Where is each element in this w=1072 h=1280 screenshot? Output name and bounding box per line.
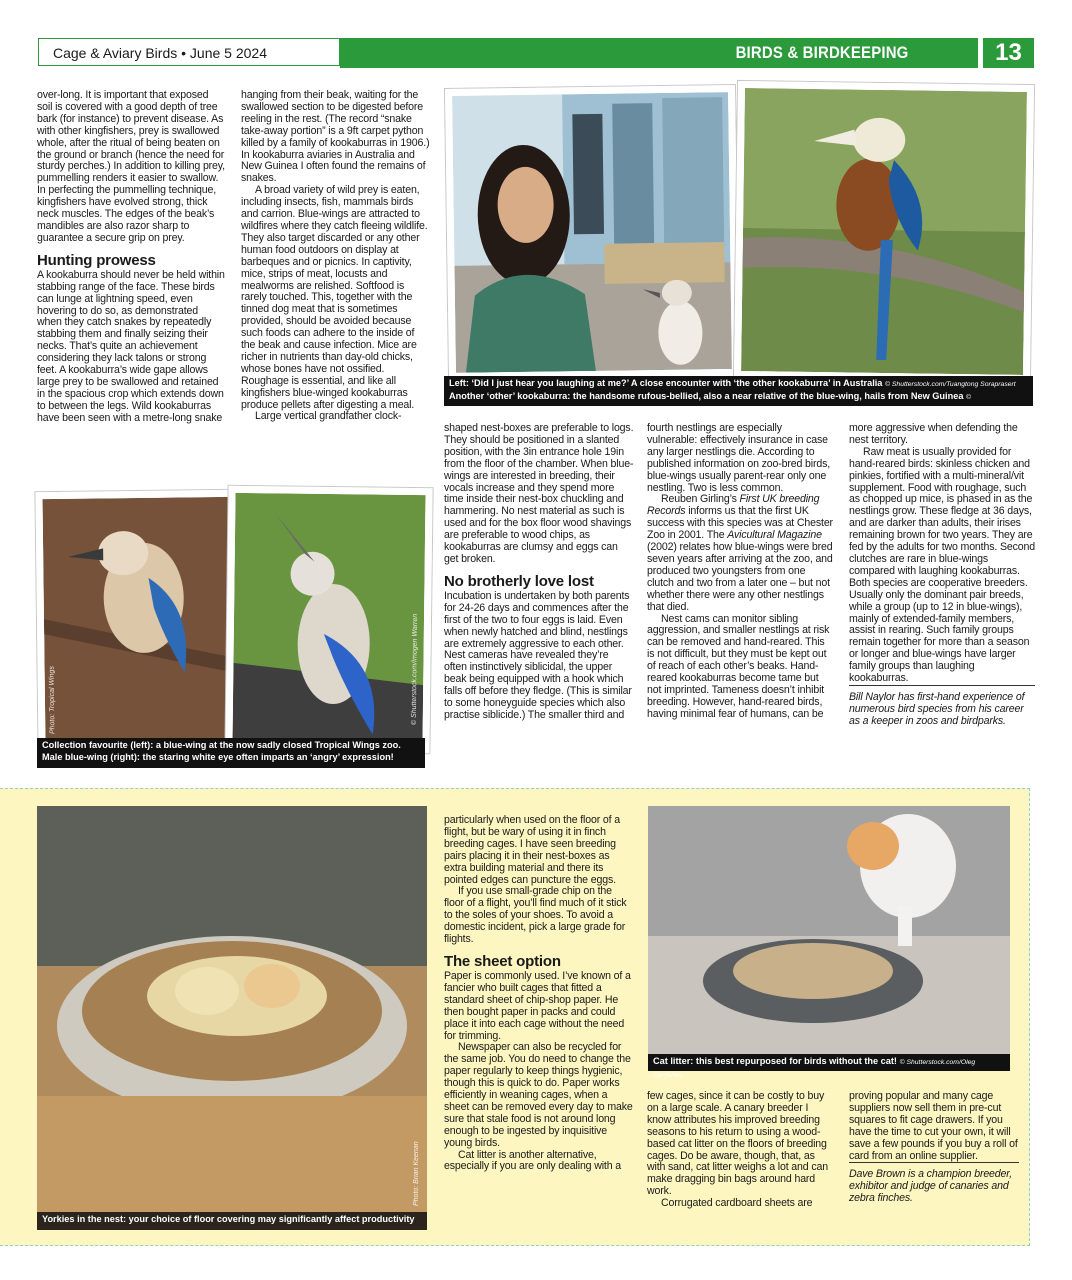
paragraph: over-long. It is important that exposed soil is covered with a good depth of tree bark (for instance) to prevent disease. As with other kingfishers, prey is swallowed whole, after the ritual of being beaten on the ground or branch (hence the need for sturdy perches.) In addition to killing prey, pummelling renders it easier to swallow. In perfecting the pummelling technique, kingfishers have evolved strong, thick neck muscles. The edges of the beak’s mandibles are also razor sharp to guarantee a secure grip on prey. bbox=[37, 89, 225, 244]
photo-credit-vertical: © Shutterstock.com/Imogen Warren bbox=[410, 613, 420, 726]
paragraph: Cat litter is another alternative, especially if you are only dealing with a bbox=[444, 1148, 621, 1173]
paragraph: Newspaper can also be recycled for the same job. You do need to change the paper regularly to keep things hygienic, though this is quick to do. Paper works efficiently in weaning cages, when a sheet can be removed every day to make sure that stale food is not around long enough to be ingested by inquisitive young birds. bbox=[444, 1041, 633, 1149]
photo-credit-vertical: Photo: Tropical Wings bbox=[48, 666, 57, 735]
nest-illustration bbox=[37, 806, 427, 1230]
photo-woman-kookaburra bbox=[445, 85, 739, 380]
photo-cat-litter bbox=[648, 806, 1010, 1054]
author-bio: Dave Brown is a champion breeder, exhibitor and judge of canaries and zebra finches. bbox=[849, 1162, 1019, 1205]
paragraph: particularly when used on the floor of a flight, but be wary of using it in finch breeding cages. I have seen breeding pairs placing it in their nest-boxes as extra building material and there its pointed edges can puncture the eggs. bbox=[444, 814, 620, 886]
section-title: BIRDS & BIRDKEEPING bbox=[735, 43, 908, 62]
paragraph: Large vertical grandfather clock- bbox=[255, 410, 402, 423]
blue-wing-illustration bbox=[42, 497, 231, 746]
paragraph: Incubation is undertaken by both parents for 24-26 days and commences after the first of the two to four eggs is laid. Even when newly hatched and blind, nestlings are extremely aggressive to each other. Nest cameras have revealed they’re often instinctively siblicidal, the upper beak being equipped with a hook which falls off before they fledge. (This is similar to some honeyguide species which also practise siblicide.) The smaller third and bbox=[444, 589, 632, 721]
paragraph: A kookaburra should never be held within stabbing range of the face. These birds can lunge at lightning speed, even hovering to do so, as demonstrated when they catch snakes by repeatedly stabbing them and finally seizing their necks. That’s quite an achievement considering they lack talons or strong feet. A kookaburra’s wide gape allows large prey to be swallowed and retained in the spacious crop which extends down to between the legs. Wild kookaburras have been seen with a metre-long snake bbox=[37, 268, 225, 424]
caption-cat-litter bbox=[648, 1054, 1010, 1079]
publication-line: Cage & Aviary Birds • June 5 2024 bbox=[38, 38, 340, 66]
caption-nest bbox=[37, 1212, 427, 1230]
article2-colA bbox=[444, 815, 634, 1173]
photo-credit: © Shutterstock.com/Tuangtong Soraprasert bbox=[884, 381, 1016, 388]
section-bar bbox=[340, 38, 978, 68]
page-header bbox=[38, 38, 1034, 68]
heading-no-brotherly-love-lost: No brotherly love lost bbox=[444, 572, 594, 590]
article1-col1 bbox=[37, 90, 225, 425]
photo-credit: © Shutterstock.com/Oleg Opryshko bbox=[653, 1059, 976, 1079]
paragraph: shaped nest-boxes are preferable to logs. They should be positioned in a slanted position, with the 3in entrance hole 19in from the floor of the chamber. When blue-wings are interested in breeding, their vocals increase and they spend more time inside their nest-box chuckling and hammering. No nest material as such is used and for the box floor wood shavings are preferable to wood chips, as kookaburras are clumsy and eggs can get broken. bbox=[444, 422, 634, 565]
caption-line bbox=[449, 378, 1028, 391]
paragraph: If you use small-grade chip on the floor of a flight, you’ll find much of it stick to the soles of your shoes. To avoid a domestic incident, pick a large grade for flights. bbox=[444, 885, 627, 946]
article1-col4 bbox=[647, 423, 833, 721]
paragraph: Nest cams can monitor sibling aggression, and smaller nestlings at risk can be removed and hand-reared. This is not difficult, but they must be kept out of reach of each other’s beaks. Hand-reared kookaburras become tame but not imprinted. Tameness doesn’t inhibit breeding. However, hand-reared birds, having minimal fear of humans, can be bbox=[647, 612, 830, 720]
photo-credit-vertical: Photo: Brian Keenan bbox=[413, 1141, 420, 1206]
photo-male-blue-wing bbox=[225, 486, 432, 753]
article2-colB bbox=[647, 1091, 833, 1210]
paragraph: few cages, since it can be costly to buy on a large scale. A canary breeder I know attributes his improved breeding seasons to his return to using a wood-based cat litter on the floors of breeding cages. Do be aware, though, that, as with sand, cat litter weighs a lot and can make dragging bin bags around hard work. bbox=[647, 1090, 828, 1198]
paragraph: A broad variety of wild prey is eaten, including insects, fish, mammals birds and carrion. Blue-wings are attracted to wildfires where they catch fleeing wildlife. They also target discarded or any other human food outdoors on display at barbeques and or picnics. In captivity, mice, strips of meat, locusts and mealworms are relished. Softfood is rarely touched. This, together with the tinned dog meat that is sometimes provided, should be avoided because such foods can adhere to the inside of the beak and cause infection. Mice are richer in nutrients than day-old chicks, whose bones have not ossified. Roughage is essential, and like all kingfishers blue-winged kookaburras produce pellets after digesting a meal. bbox=[241, 184, 428, 411]
paragraph: Corrugated cardboard sheets are bbox=[661, 1197, 813, 1210]
woman-kookaburra-illustration bbox=[452, 92, 732, 373]
photo-nest-yorkies bbox=[37, 806, 427, 1230]
author-bio: Bill Naylor has first-hand experience of numerous bird species from his career as a keeper in zoos and birdparks. bbox=[849, 685, 1035, 728]
cat-litter-illustration bbox=[648, 806, 1010, 1054]
paragraph: proving popular and many cage suppliers now sell them in pre-cut squares to fit cage drawers. If you have the time to cut your own, it will save a few pounds if you buy a roll of card from an online supplier. bbox=[849, 1090, 1018, 1162]
paragraph: Reuben Girling’s First UK breeding Records informs us that the first UK success with this species was at Chester Zoo in 2001. The Avicultural Magazine (2002) relates how blue-wings were bred seven years after arriving at the zoo, and produced two youngsters from one clutch and two from a later one – but not whether there were any other nestlings that died. bbox=[647, 493, 833, 613]
paragraph: more aggressive when defending the nest territory. bbox=[849, 422, 1018, 446]
caption-text: Left: ‘Did I just hear you laughing at me?’ A close encounter with ‘the other kookaburra’ in Australia bbox=[449, 378, 883, 388]
paragraph: Raw meat is usually provided for hand-reared birds: skinless chicken and pinkies, fortified with a multi-mineral/vit supplement. Food with roughage, such as chopped up mice, is phased in as the nestlings grow. These fledge at 36 days, and are darker than adults, their irises remaining brown for two years. They are fed by the adults for two months. Second clutches are rare in blue-wings compared with laughing kookaburras. Both species are cooperative breeders. Usually only the dominant pair breeds, while a group (up to 12 in blue-wings), mainly of extended-family members, assist in rearing. Such family groups remain together for more than a season or longer and blue-wings have larger family groups than laughing kookaburras. bbox=[849, 445, 1035, 685]
photo-credit: © Shutterstock.com/m choi bbox=[449, 393, 972, 414]
caption-line bbox=[449, 391, 1028, 416]
heading-hunting-prowess: Hunting prowess bbox=[37, 251, 156, 269]
caption-text: Male blue-wing (right): the staring white eye often imparts an ‘angry’ expression! bbox=[42, 751, 394, 762]
article1-col5 bbox=[849, 423, 1035, 728]
caption-text: Another ‘other’ kookaburra: the handsome rufous-bellied, also a near relative of the blue-wing, hails from New Guinea bbox=[449, 390, 964, 401]
caption-text: Cat litter: this best repurposed for birds without the cat! bbox=[653, 1056, 897, 1066]
rufous-kookaburra-illustration bbox=[741, 88, 1027, 375]
male-blue-wing-illustration bbox=[232, 493, 425, 746]
article1-col3 bbox=[444, 423, 634, 722]
caption-text: Collection favourite (left): a blue-wing at the now sadly closed Tropical Wings zoo. bbox=[42, 740, 401, 750]
article1-col2 bbox=[241, 90, 431, 423]
heading-the-sheet-option: The sheet option bbox=[444, 952, 561, 970]
photo-blue-wing-tropical-wings bbox=[35, 490, 238, 753]
caption-text: Yorkies in the nest: your choice of floor covering may significantly affect productivity bbox=[42, 1214, 415, 1224]
article2-colC bbox=[849, 1091, 1019, 1205]
paragraph: fourth nestlings are especially vulnerable: effectively insurance in case any larger nestlings die. According to published information on zoo-bred birds, blue-wings usually parent-rear only one nestling. Two is less common. bbox=[647, 422, 831, 494]
caption-top-photos bbox=[444, 376, 1033, 414]
paragraph: Paper is commonly used. I’ve known of a fancier who built cages that fitted a standard sheet of chip-shop paper. He then bought paper in packs and could place it into each cage without the need for trimming. bbox=[444, 969, 631, 1042]
photo-rufous-bellied-kookaburra bbox=[734, 81, 1034, 382]
paragraph: hanging from their beak, waiting for the swallowed section to be digested before reeling in the rest. (The record “snake take-away portion” is a 9ft carpet python killed by a family of kookaburras in 1906.) In kookaburra aviaries in Australia and New Guinea I often found the remains of snakes. bbox=[241, 89, 430, 185]
page-number: 13 bbox=[980, 38, 1034, 68]
caption-middle-photos bbox=[37, 738, 425, 768]
